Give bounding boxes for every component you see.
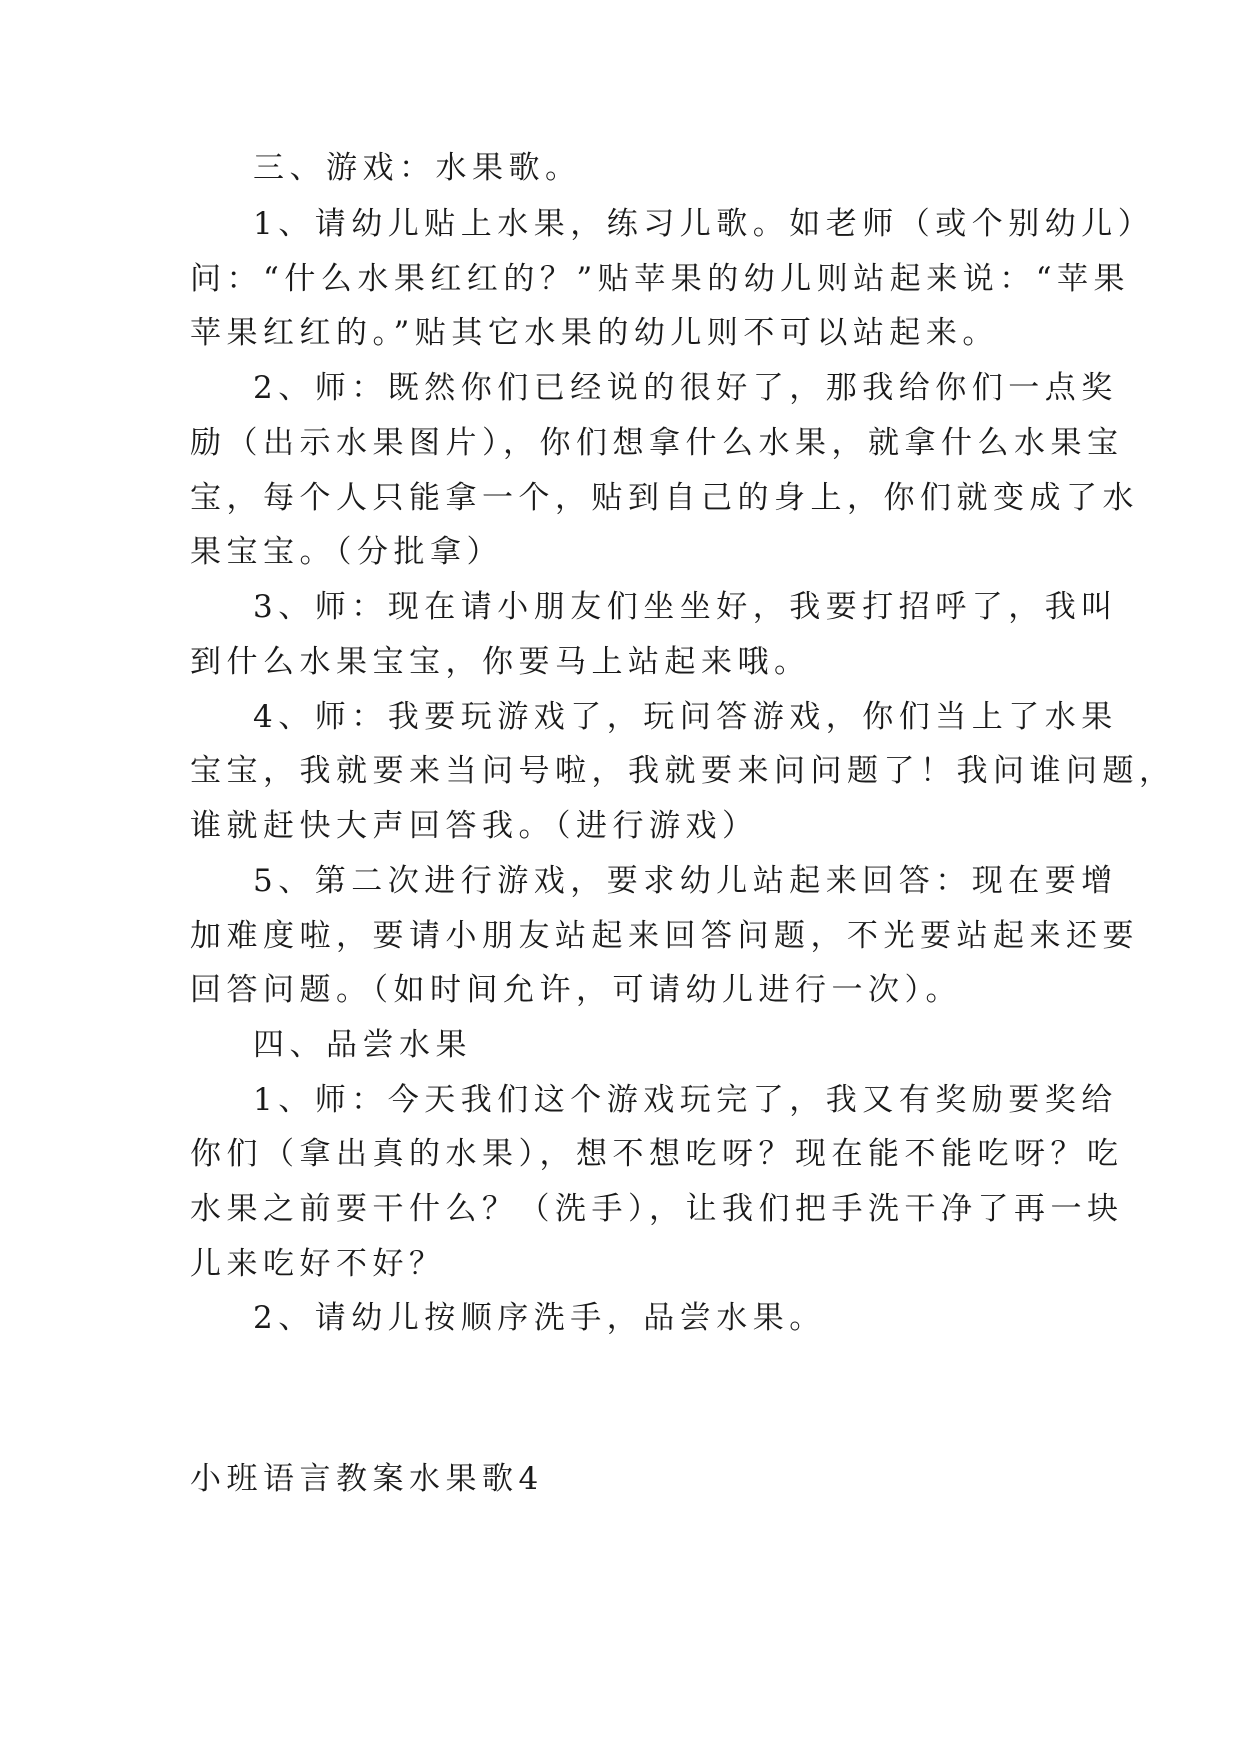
paragraph-line: 1、师：今天我们这个游戏玩完了，我又有奖励要奖给	[253, 1082, 1118, 1118]
paragraph-line: 果宝宝。（分批拿）	[190, 534, 503, 570]
paragraph-line: 儿来吃好不好？	[190, 1246, 446, 1282]
paragraph-line: 励（出示水果图片），你们想拿什么水果，就拿什么水果宝	[190, 425, 1124, 461]
paragraph-line: 苹果红红的。”贴其它水果的幼儿则不可以站起来。	[190, 315, 999, 351]
paragraph-line: 回答问题。（如时间允许，可请幼儿进行一次）。	[190, 972, 962, 1008]
section-heading-tasting: 四、品尝水果	[253, 1027, 472, 1063]
paragraph-line: 水果之前要干什么？（洗手），让我们把手洗干净了再一块	[190, 1191, 1124, 1227]
paragraph-line: 谁就赶快大声回答我。（进行游戏）	[190, 808, 759, 844]
document-title: 小班语言教案水果歌4	[190, 1461, 544, 1497]
paragraph-line: 5、第二次进行游戏，要求幼儿站起来回答：现在要增	[253, 863, 1118, 899]
paragraph-line: 2、请幼儿按顺序洗手，品尝水果。	[253, 1300, 826, 1336]
paragraph-line: 到什么水果宝宝，你要马上站起来哦。	[190, 644, 811, 680]
paragraph-line: 你们（拿出真的水果），想不想吃呀？现在能不能吃呀？吃	[190, 1136, 1124, 1172]
paragraph-line: 加难度啦，要请小朋友站起来回答问题，不光要站起来还要	[190, 918, 1139, 954]
paragraph-line: 4、师：我要玩游戏了，玩问答游戏，你们当上了水果	[253, 699, 1118, 735]
paragraph-line: 问：“什么水果红红的？”贴苹果的幼儿则站起来说：“苹果	[190, 261, 1131, 297]
paragraph-line: 宝宝，我就要来当问号啦，我就要来问问题了！我问谁问题，	[190, 753, 1176, 789]
paragraph-line: 宝，每个人只能拿一个，贴到自己的身上，你们就变成了水	[190, 480, 1139, 516]
paragraph-line: 2、师：既然你们已经说的很好了，那我给你们一点奖	[253, 370, 1118, 406]
paragraph-line: 3、师：现在请小朋友们坐坐好，我要打招呼了，我叫	[253, 589, 1118, 625]
section-heading-game: 三、游戏：水果歌。	[253, 150, 582, 186]
paragraph-line: 1、请幼儿贴上水果，练习儿歌。如老师（或个别幼儿）	[253, 206, 1155, 242]
